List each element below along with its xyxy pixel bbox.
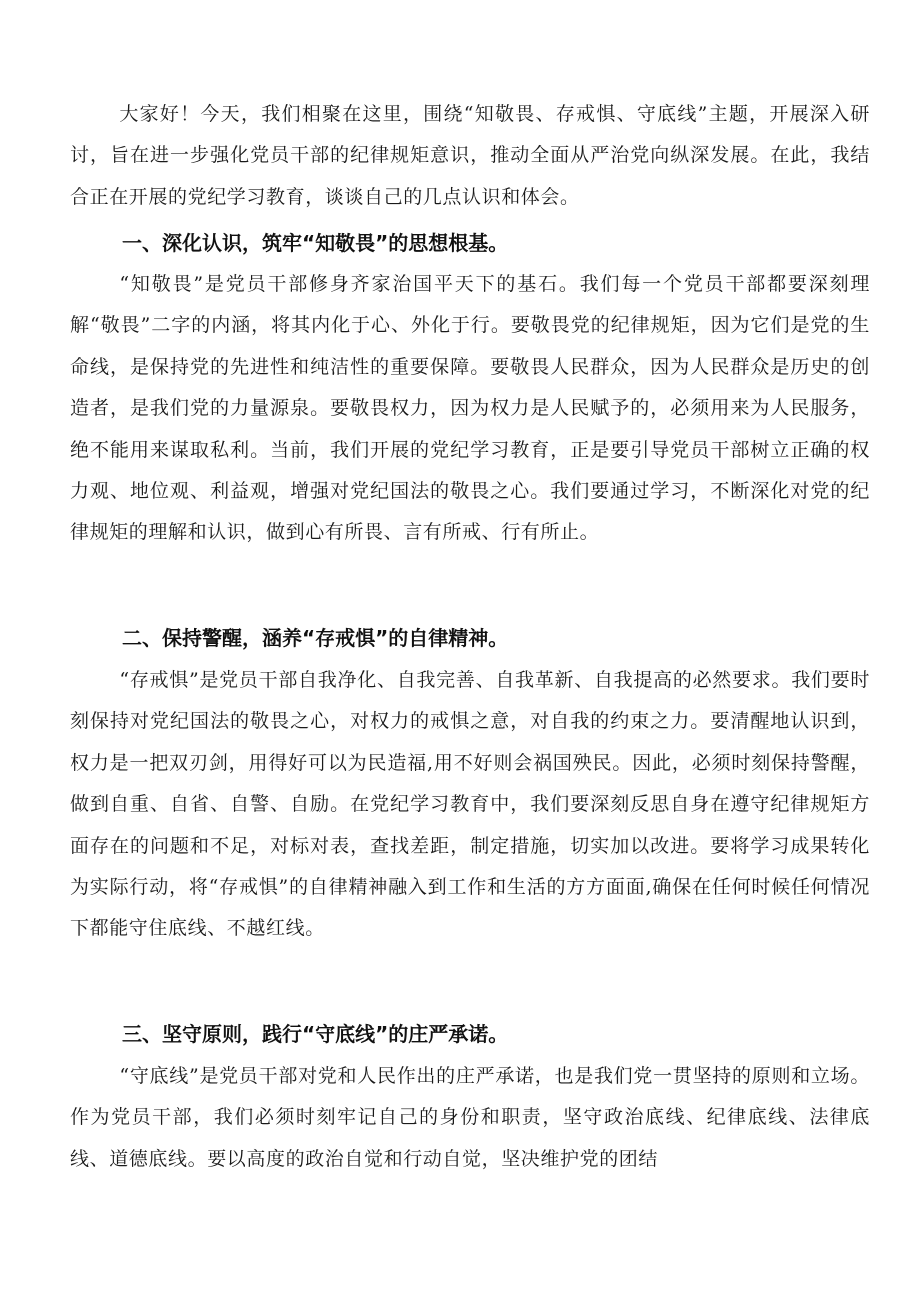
section-3-paragraph: “守底线”是党员干部对党和人民作出的庄严承诺，也是我们党一贯坚持的原则和立场。作为党员干部，我们必须时刻牢记自己的身份和职责，坚守政治底线、纪律底线、法律底线、道德底线。要以高度的政治自觉和行动自觉，坚决维护党的团结 bbox=[70, 1065, 870, 1170]
section-2-paragraph: “存戒惧”是党员干部自我净化、自我完善、自我革新、自我提高的必然要求。我们要时刻保持对党纪国法的敬畏之心，对权力的戒惧之意，对自我的约束之力。要清醒地认识到，权力是一把双刃剑，用得好可以为民造福,用不好则会祸国殃民。因此，必须时刻保持警醒，做到自重、自省、自警、自励。在党纪学习教育中，我们要深刻反思自身在遵守纪律规矩方面存在的问题和不足，对标对表，查找差距，制定措施，切实加以改进。要将学习成果转化为实际行动，将“存戒惧”的自律精神融入到工作和生活的方方面面,确保在任何时候任何情况下都能守住底线、不越红线。 bbox=[70, 669, 870, 940]
intro-paragraph: 大家好！今天，我们相聚在这里，围绕“知敬畏、存戒惧、守底线”主题，开展深入研讨，旨在进一步强化党员干部的纪律规矩意识，推动全面从严治党向纵深发展。在此，我结合正在开展的党纪学习教育，谈谈自己的几点认识和体会。 bbox=[70, 103, 870, 208]
section-3-heading: 三、坚守原则，践行“守底线”的庄严承诺。 bbox=[122, 1022, 509, 1046]
section-1-paragraph: “知敬畏”是党员干部修身齐家治国平天下的基石。我们每一个党员干部都要深刻理解“敬畏”二字的内涵，将其内化于心、外化于行。要敬畏党的纪律规矩，因为它们是党的生命线，是保持党的先进性和纯洁性的重要保障。要敬畏人民群众，因为人民群众是历史的创造者，是我们党的力量源泉。要敬畏权力，因为权力是人民赋予的，必须用来为人民服务，绝不能用来谋取私利。当前，我们开展的党纪学习教育，正是要引导党员干部树立正确的权力观、地位观、利益观，增强对党纪国法的敬畏之心。我们要通过学习，不断深化对党的纪律规矩的理解和认识，做到心有所畏、言有所戒、行有所止。 bbox=[70, 273, 870, 544]
section-2-heading: 二、保持警醒，涵养“存戒惧”的自律精神。 bbox=[122, 626, 509, 650]
section-1-heading: 一、深化认识，筑牢“知敬畏”的思想根基。 bbox=[122, 231, 509, 255]
